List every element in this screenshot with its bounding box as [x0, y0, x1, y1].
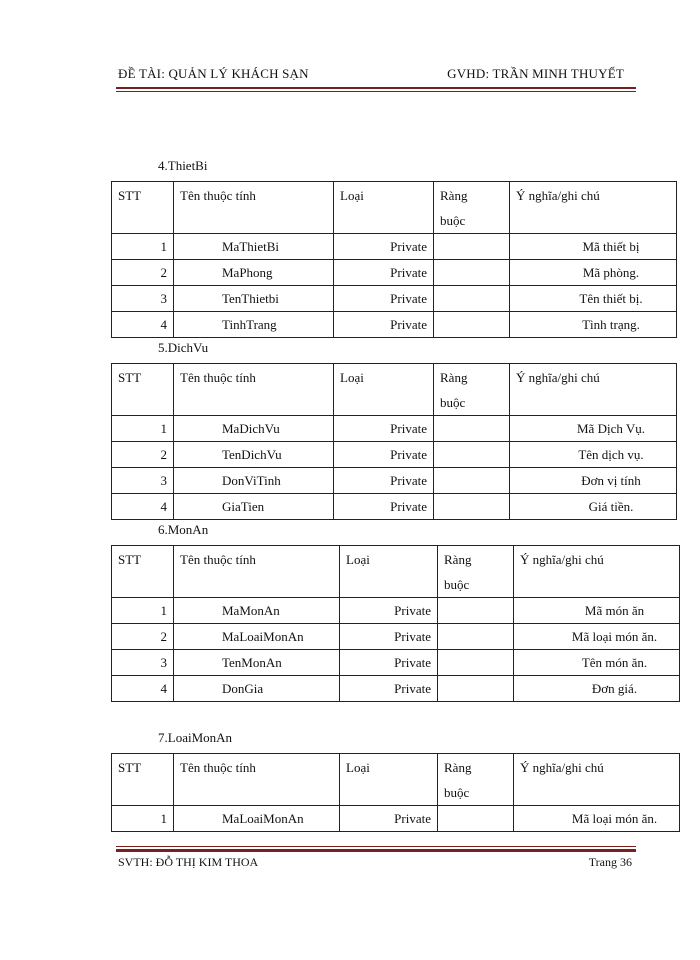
header-constraint [434, 182, 510, 234]
table-row [112, 598, 680, 624]
cell-constraint [434, 286, 510, 312]
table-header-row [112, 754, 680, 806]
header-type: Loại [334, 182, 434, 234]
cell-stt: 1 [112, 234, 174, 260]
header-stt: STT [112, 364, 174, 416]
cell-constraint [434, 442, 510, 468]
cell-type: Private [334, 468, 434, 494]
cell-type: Private [340, 624, 438, 650]
cell-constraint [434, 260, 510, 286]
section-title: 6.MonAn [158, 522, 209, 537]
cell-note: Giá tiền. [510, 494, 677, 520]
cell-stt: 4 [112, 676, 174, 702]
cell-note: Mã Dịch Vụ. [510, 416, 677, 442]
table-row [112, 624, 680, 650]
table-row [112, 312, 677, 338]
header-stt: STT [112, 182, 174, 234]
header-constraint [438, 754, 514, 806]
table-row [112, 286, 677, 312]
cell-type: Private [334, 286, 434, 312]
header-type: Loại [340, 754, 438, 806]
cell-stt: 2 [112, 442, 174, 468]
cell-stt: 1 [112, 806, 174, 832]
header-type: Loại [334, 364, 434, 416]
section-title: 4.ThietBi [158, 158, 208, 173]
cell-constraint [438, 598, 514, 624]
header-stt: STT [112, 754, 174, 806]
cell-note: Mã loại món ăn. [514, 624, 680, 650]
cell-constraint [434, 468, 510, 494]
cell-type: Private [340, 598, 438, 624]
cell-stt: 3 [112, 468, 174, 494]
attribute-table [111, 753, 680, 832]
cell-type: Private [334, 494, 434, 520]
header-constraint-line1: Ràng [440, 188, 468, 203]
table-row [112, 806, 680, 832]
cell-name: MaThietBi [174, 234, 334, 260]
cell-type: Private [340, 650, 438, 676]
topic-title: ĐỀ TÀI: QUẢN LÝ KHÁCH SẠN [118, 66, 309, 81]
table-header-row [112, 546, 680, 598]
cell-stt: 1 [112, 598, 174, 624]
cell-stt: 4 [112, 312, 174, 338]
header-note: Ý nghĩa/ghi chú [510, 182, 677, 234]
header-note: Ý nghĩa/ghi chú [510, 364, 677, 416]
supervisor-name: GVHD: TRẦN MINH THUYẾT [447, 66, 624, 81]
header-constraint-line2: buộc [444, 785, 470, 800]
header-constraint-line1: Ràng [444, 760, 472, 775]
header-constraint-line2: buộc [440, 395, 466, 410]
header-constraint [434, 364, 510, 416]
header-name: Tên thuộc tính [174, 182, 334, 234]
attribute-table [111, 363, 677, 520]
cell-stt: 4 [112, 494, 174, 520]
cell-name: TinhTrang [174, 312, 334, 338]
header-type: Loại [340, 546, 438, 598]
cell-type: Private [334, 312, 434, 338]
header-constraint-line2: buộc [440, 213, 466, 228]
cell-type: Private [334, 442, 434, 468]
header-stt: STT [112, 546, 174, 598]
cell-note: Tên thiết bị. [510, 286, 677, 312]
cell-name: DonGia [174, 676, 340, 702]
header-constraint-line1: Ràng [444, 552, 472, 567]
cell-type: Private [334, 234, 434, 260]
cell-note: Mã phòng. [510, 260, 677, 286]
table-row [112, 650, 680, 676]
cell-note: Mã món ăn [514, 598, 680, 624]
table-header-row [112, 364, 677, 416]
cell-constraint [434, 416, 510, 442]
cell-name: TenMonAn [174, 650, 340, 676]
cell-stt: 2 [112, 624, 174, 650]
header-constraint [438, 546, 514, 598]
cell-type: Private [340, 806, 438, 832]
cell-constraint [434, 494, 510, 520]
cell-note: Tên món ăn. [514, 650, 680, 676]
cell-type: Private [334, 416, 434, 442]
cell-note: Mã loại món ăn. [514, 806, 680, 832]
cell-constraint [438, 806, 514, 832]
cell-name: MaMonAn [174, 598, 340, 624]
cell-constraint [434, 234, 510, 260]
table-row [112, 260, 677, 286]
header-note: Ý nghĩa/ghi chú [514, 754, 680, 806]
table-row [112, 442, 677, 468]
attribute-table [111, 181, 677, 338]
cell-constraint [438, 676, 514, 702]
cell-type: Private [340, 676, 438, 702]
cell-note: Đơn vị tính [510, 468, 677, 494]
cell-name: MaLoaiMonAn [174, 624, 340, 650]
student-name: SVTH: ĐỖ THỊ KIM THOA [118, 855, 259, 869]
cell-note: Đơn giá. [514, 676, 680, 702]
table-header-row [112, 182, 677, 234]
header-rule [116, 87, 636, 92]
cell-name: DonViTinh [174, 468, 334, 494]
cell-name: MaPhong [174, 260, 334, 286]
cell-note: Tình trạng. [510, 312, 677, 338]
header-name: Tên thuộc tính [174, 364, 334, 416]
section-title: 5.DichVu [158, 340, 209, 355]
cell-stt: 3 [112, 286, 174, 312]
cell-note: Mã thiết bị [510, 234, 677, 260]
table-row [112, 468, 677, 494]
attribute-table [111, 545, 680, 702]
header-note: Ý nghĩa/ghi chú [514, 546, 680, 598]
section-title: 7.LoaiMonAn [158, 730, 233, 745]
footer-rule [116, 846, 636, 852]
cell-name: MaDichVu [174, 416, 334, 442]
cell-name: GiaTien [174, 494, 334, 520]
cell-name: MaLoaiMonAn [174, 806, 340, 832]
cell-name: TenThietbi [174, 286, 334, 312]
cell-constraint [438, 650, 514, 676]
cell-name: TenDichVu [174, 442, 334, 468]
cell-note: Tên dịch vụ. [510, 442, 677, 468]
header-name: Tên thuộc tính [174, 754, 340, 806]
page-header [118, 66, 634, 84]
header-name: Tên thuộc tính [174, 546, 340, 598]
cell-stt: 1 [112, 416, 174, 442]
table-row [112, 234, 677, 260]
table-row [112, 494, 677, 520]
header-constraint-line1: Ràng [440, 370, 468, 385]
page-number: Trang 36 [588, 855, 632, 869]
cell-type: Private [334, 260, 434, 286]
cell-stt: 3 [112, 650, 174, 676]
cell-constraint [438, 624, 514, 650]
table-row [112, 416, 677, 442]
header-constraint-line2: buộc [444, 577, 470, 592]
table-row [112, 676, 680, 702]
cell-constraint [434, 312, 510, 338]
cell-stt: 2 [112, 260, 174, 286]
